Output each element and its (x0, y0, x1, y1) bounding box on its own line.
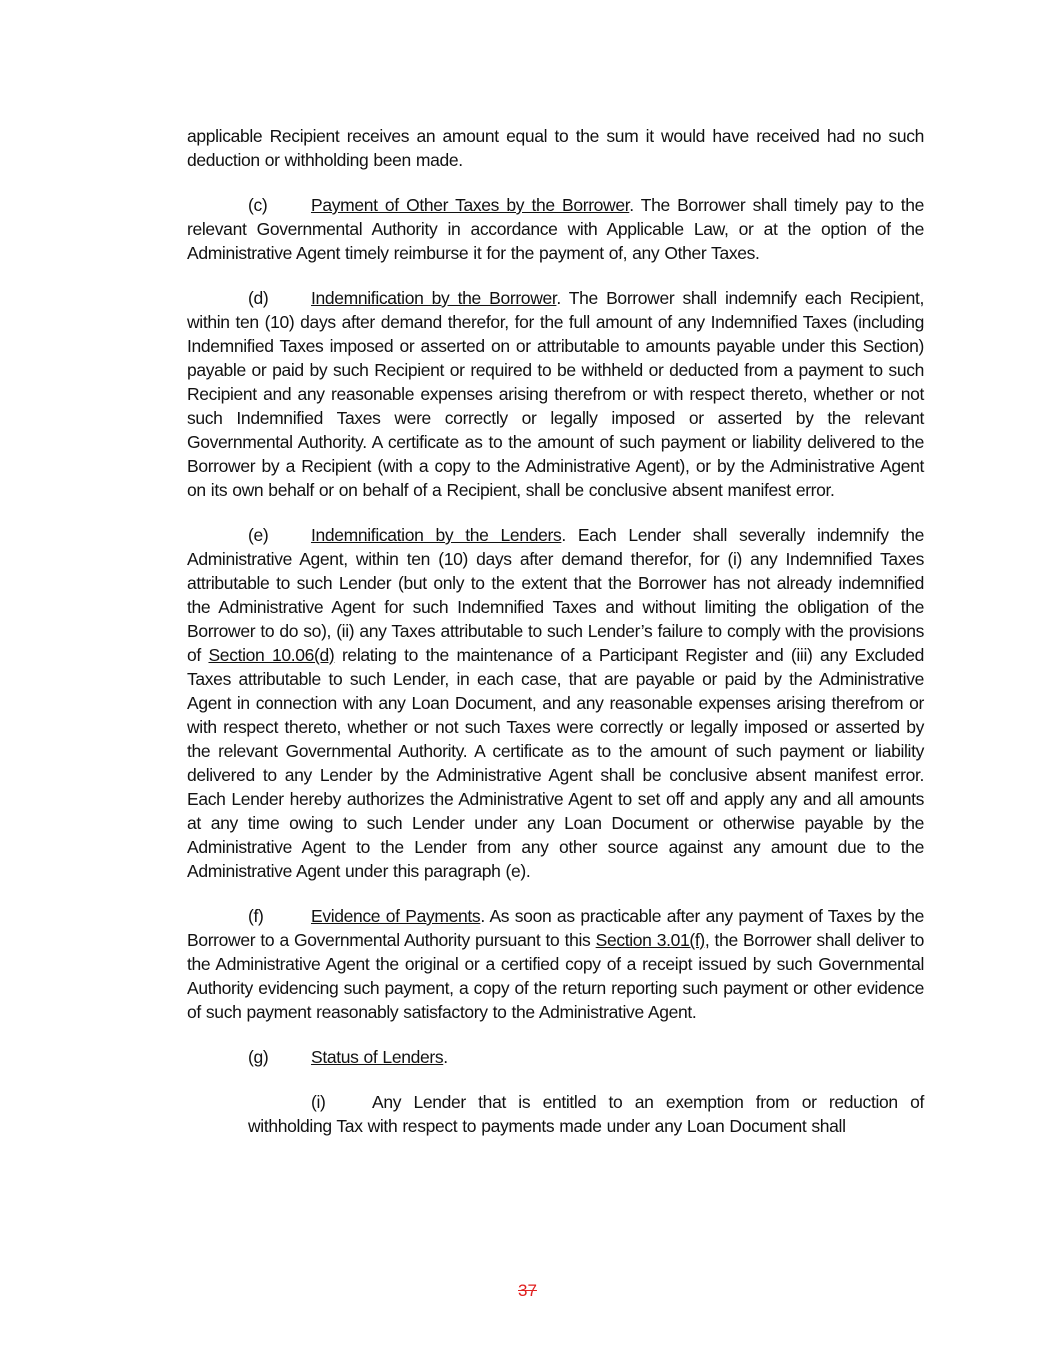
paragraph-f (187, 904, 924, 1024)
paragraph-heading: Indemnification by the Borrower (311, 288, 557, 308)
paragraph-label: (i) (311, 1092, 326, 1112)
paragraph-text: , the Borrower shall deliver to the Administrative Agent the original or a certified copy of a receipt issued by such Governmental Authority evidencing such payment, a copy of the return reporting such payment or other evidence of such payment reasonably satisfactory to the Administrative Agent. (187, 930, 924, 1022)
paragraph-text: . The Borrower shall timely pay to the relevant Governmental Authority in accordance with Applicable Law, or at the option of the Administrative Agent timely reimburse it for the payment of, any Other Taxes. (187, 195, 924, 263)
subparagraph-g-i (248, 1090, 924, 1138)
paragraph-text: relating to the maintenance of a Participant Register and (iii) any Excluded Taxes attributable to such Lender, in each case, that are payable or paid by the Administrative Agent in connection with any Loan Document, and any reasonable expenses arising therefrom or with respect thereto, whether or not such Taxes were correctly or legally imposed or asserted by the relevant Governmental Authority. A certificate as to the amount of such payment or liability delivered to any Lender by the Administrative Agent shall be conclusive absent manifest error. Each Lender hereby authorizes the Administrative Agent to set off and apply any and all amounts at any time owing to such Lender under any Loan Document or otherwise payable by the Administrative Agent to the Lender from any other source against any amount due to the Administrative Agent under this paragraph (e). (187, 645, 924, 881)
paragraph-heading: Evidence of Payments (311, 906, 481, 926)
paragraph-text: . Each Lender shall severally indemnify the Administrative Agent, within ten (10) days after demand therefor, for (i) any Indemnified Taxes attributable to such Lender (but only to the extent that the Borrower has not already indemnified the Administrative Agent for such Indemnified Taxes and without limiting the obligation of the Borrower to do so), (ii) any Taxes attributable to such Lender’s failure to comply with the provisions of (187, 525, 924, 665)
paragraph-label: (c) (248, 195, 268, 215)
paragraph-label: (g) (248, 1047, 269, 1067)
paragraph-heading: Status of Lenders (311, 1047, 444, 1067)
section-reference-link[interactable]: Section 10.06(d) (208, 645, 335, 665)
paragraph-c (187, 193, 924, 265)
paragraph-heading: Payment of Other Taxes by the Borrower (311, 195, 630, 215)
paragraph-g (187, 1045, 924, 1069)
paragraph-label: (f) (248, 906, 264, 926)
paragraph-text: . As soon as practicable after any payment of Taxes by the Borrower to a Governmental Authority pursuant to this (187, 906, 925, 950)
paragraph-text: . The Borrower shall indemnify each Recipient, within ten (10) days after demand therefor, for the full amount of any Indemnified Taxes (including Indemnified Taxes imposed or asserted on or attributable to amounts payable under this Section) payable or paid by such Recipient or required to be withheld or deducted from a payment to such Recipient and any reasonable expenses arising therefrom or with respect thereto, whether or not such Indemnified Taxes were correctly or legally imposed or asserted by the relevant Governmental Authority. A certificate as to the amount of such payment or liability delivered to the Borrower by a Recipient (with a copy to the Administrative Agent), or by the Administrative Agent on its own behalf or on behalf of a Recipient, shall be conclusive absent manifest error. (187, 288, 925, 500)
paragraph-heading: Indemnification by the Lenders (311, 525, 562, 545)
paragraph-text: . (443, 1047, 448, 1067)
paragraph-e (187, 523, 924, 883)
document-page (187, 124, 924, 1159)
paragraph-d (187, 286, 924, 502)
paragraph-continuation: applicable Recipient receives an amount equal to the sum it would have received had no such deduction or withholding been made. (187, 126, 924, 170)
paragraph-label: (e) (248, 525, 269, 545)
paragraph-text: Any Lender that is entitled to an exemption from or reduction of withholding Tax with respect to payments made under any Loan Document shall (248, 1092, 924, 1136)
page-number: 37 (518, 1281, 537, 1300)
paragraph-label: (d) (248, 288, 269, 308)
section-reference-link[interactable]: Section 3.01(f) (595, 930, 705, 950)
